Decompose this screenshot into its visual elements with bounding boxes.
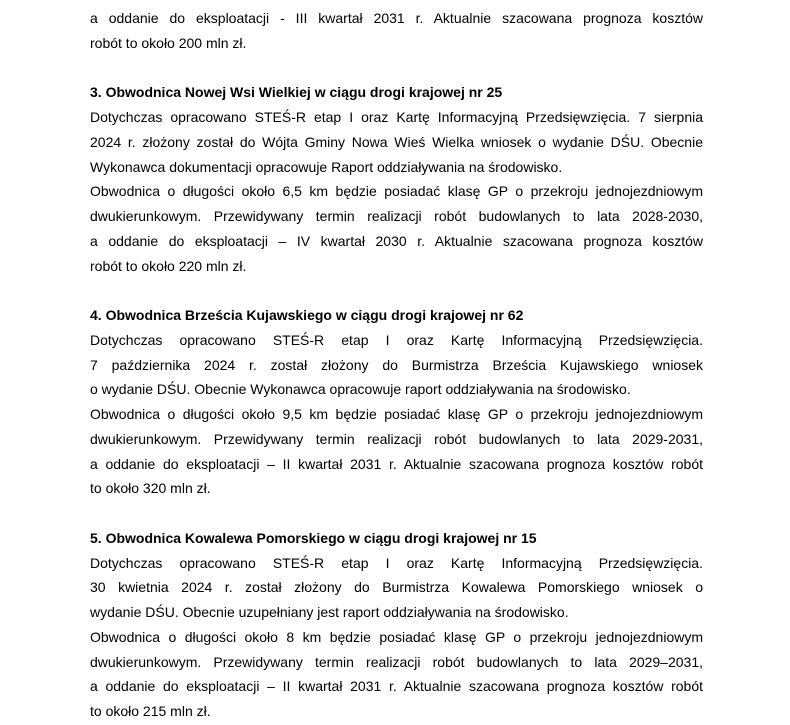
section-5-heading: 5. Obwodnica Kowalewa Pomorskiego w ciągu drogi krajowej nr 15 bbox=[90, 529, 537, 546]
text-line: a oddanie do eksploatacji – II kwartał 2031 r. Aktualnie szacowana prognoza kosztów robót bbox=[90, 678, 703, 695]
section-4-paragraph-details bbox=[90, 402, 703, 501]
section-3-paragraph-status bbox=[90, 105, 703, 179]
text-line: a oddanie do eksploatacji – II kwartał 2031 r. Aktualnie szacowana prognoza kosztów robót bbox=[90, 455, 703, 472]
text-line: Obwodnica o długości około 9,5 km będzie posiadać klasę GP o przekroju jednojezdniowym bbox=[90, 406, 703, 422]
text-line: 30 kwietnia 2024 r. został złożony do Burmistrza Kowalewa Pomorskiego wniosek o bbox=[90, 579, 703, 596]
text-line: to około 215 mln zł. bbox=[90, 703, 211, 719]
text-line: o wydanie DŚU. Obecnie Wykonawca opracowuje raport oddziaływania na środowisko. bbox=[90, 381, 631, 398]
text-line: Obwodnica o długości około 6,5 km będzie posiadać klasę GP o przekroju jednojezdniowym bbox=[90, 183, 703, 200]
section-3-heading: 3. Obwodnica Nowej Wsi Wielkiej w ciągu drogi krajowej nr 25 bbox=[90, 84, 503, 101]
text-line: dwukierunkowym. Przewidywany termin realizacji robót budowlanych to lata 2029-2031, bbox=[90, 430, 703, 447]
text-line: dwukierunkowym. Przewidywany termin realizacji robót budowlanych to lata 2029–2031, bbox=[90, 653, 703, 670]
section-3-paragraph-details bbox=[90, 179, 703, 278]
section-4-heading: 4. Obwodnica Brześcia Kujawskiego w ciągu drogi krajowej nr 62 bbox=[90, 307, 524, 323]
text-line: a oddanie do eksploatacji - III kwartał 2031 r. Aktualnie szacowana prognoza kosztów bbox=[90, 10, 703, 26]
text-line: Obwodnica o długości około 8 km będzie posiadać klasę GP o przekroju jednojezdniowym bbox=[90, 628, 703, 645]
text-line: robót to około 220 mln zł. bbox=[90, 257, 247, 274]
text-line: 7 października 2024 r. został złożony do Burmistrza Brześcia Kujawskiego wniosek bbox=[90, 356, 703, 373]
text-line: Wykonawca dokumentacji opracowuje Raport oddziaływania na środowisko. bbox=[90, 158, 563, 175]
text-line: 2024 r. złożony został do Wójta Gminy Nowa Wieś Wielka wniosek o wydanie DŚU. Obecnie bbox=[90, 133, 703, 150]
paragraph-2-continuation bbox=[90, 6, 703, 56]
text-line: Dotychczas opracowano STEŚ-R etap I oraz Kartę Informacyjną Przedsięwzięcia. 7 sierpnia bbox=[90, 109, 703, 125]
document-content bbox=[90, 6, 703, 724]
section-5-paragraph-status bbox=[90, 551, 703, 625]
text-line: dwukierunkowym. Przewidywany termin realizacji robót budowlanych to lata 2028-2030, bbox=[90, 208, 703, 224]
text-line: robót to około 200 mln zł. bbox=[90, 34, 247, 51]
text-line: to około 320 mln zł. bbox=[90, 480, 211, 497]
text-line: wydanie DŚU. Obecnie uzupełniany jest raport oddziaływania na środowisko. bbox=[90, 604, 569, 620]
section-5-paragraph-details bbox=[90, 625, 703, 724]
text-line: a oddanie do eksploatacji – IV kwartał 2030 r. Aktualnie szacowana prognoza kosztów bbox=[90, 232, 703, 249]
text-line: Dotychczas opracowano STEŚ-R etap I oraz Kartę Informacyjną Przedsięwzięcia. bbox=[90, 331, 703, 348]
text-line: Dotychczas opracowano STEŚ-R etap I oraz Kartę Informacyjną Przedsięwzięcia. bbox=[90, 554, 703, 571]
section-4-paragraph-status bbox=[90, 328, 703, 402]
